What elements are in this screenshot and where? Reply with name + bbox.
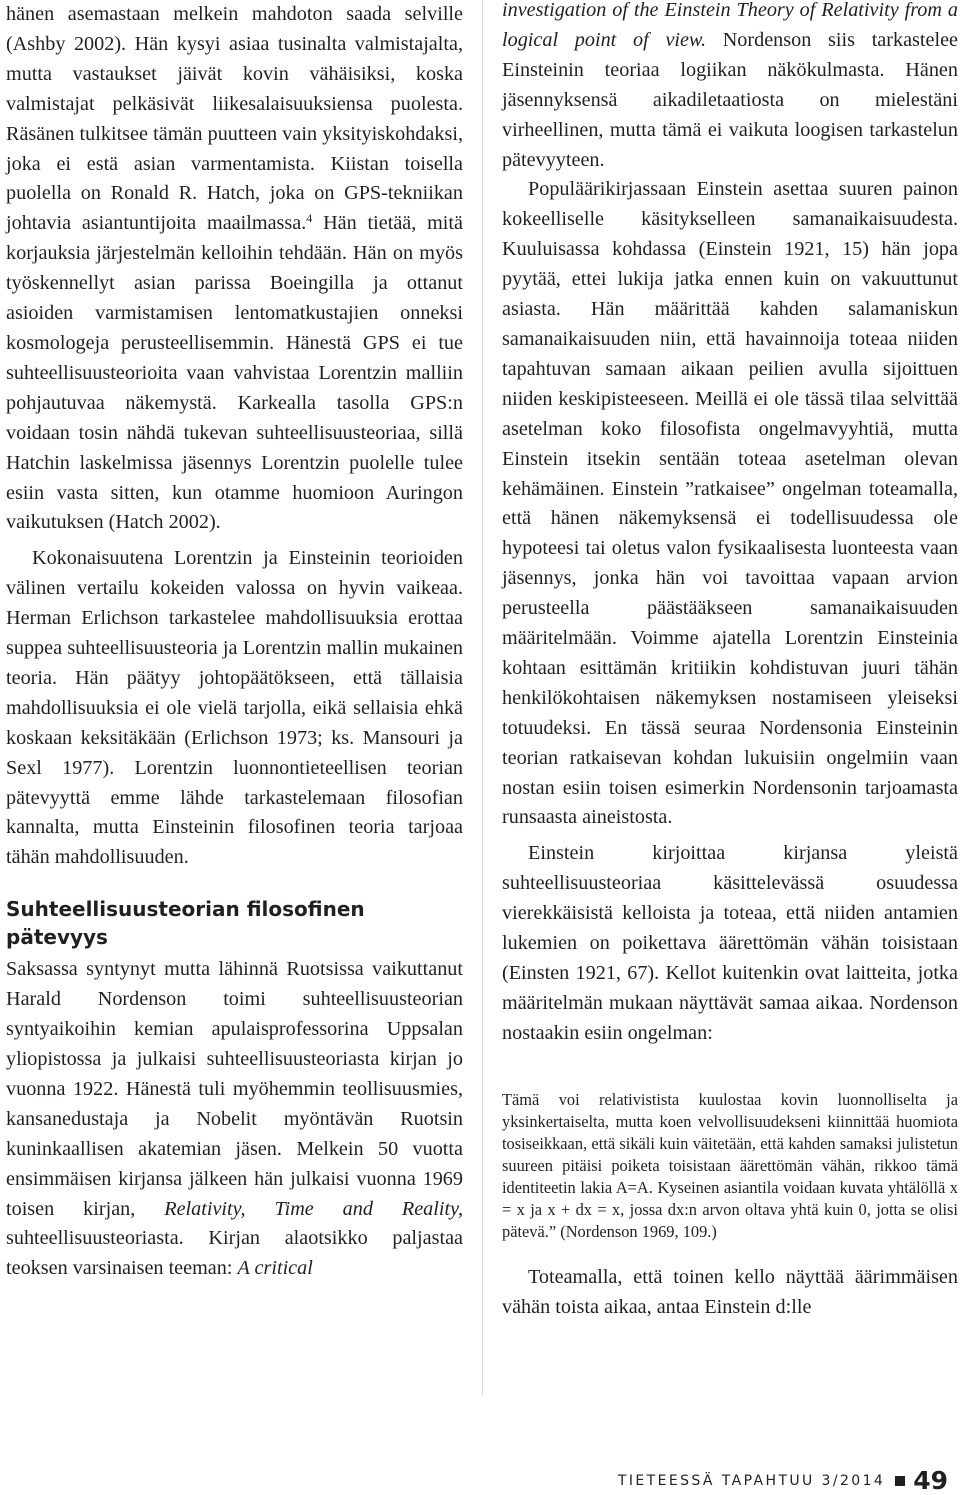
- paragraph: Toteamalla, että toinen kello näyttää äärimmäisen vähän toista aikaa, antaa Einstein d:lle: [502, 1266, 958, 1319]
- right-column: [502, 0, 958, 1323]
- paragraph: Einstein kirjoittaa kirjansa yleistä suhteellisuusteoriaa käsittelevässä osuudessa vierekkäisistä kelloista ja toteaa, että niiden antamien lukemien on poikettava äärettömän vähän toisistaan (Einsten 1921, 67). Kellot kuitenkin ovat laitteita, jotka määritelmän mukaan näyttävät samaa aikaa. Nordenson nostaakin esiin ongelman:: [502, 842, 958, 1044]
- footnote-reference[interactable]: 4: [306, 211, 313, 226]
- column-divider: [482, 0, 483, 1395]
- paragraph: Populäärikirjassaan Einstein asettaa suuren painon kokeelliselle käsitykselleen samanaikaisuudesta. Kuuluisassa kohdassa (Einstein 1921, 15) hän jopa pyytää, ettei lukija jatka ennen kuin on vakuuttunut asiasta. Hän määrittää kahden salamaniskun samanaikaisuuden niin, että havainnoija toteaa niiden tapahtuvan samaan aikaan peilien avulla sijoittuen niiden keskipisteeseen. Meillä ei ole tässä tilaa selvittää asetelman koko filosofista ongelmavyyhtiä, mutta Einstein itsekin sentään toteaa asetelman olevan kehämäinen. Einstein ”ratkaisee” ongelman toteamalla, että hänen näkemyksensä ei todellisuudessa ole hypoteesi tai oletus valon fysikaalisesta luonteesta vaan jäsennys, jonka hän voi tavoittaa vapaan arvion perusteella päästääkseen samanaikaisuuden määritelmään. Voimme ajatella Lorentzin Einsteinia kohtaan esittämän kritiikin kohdistuvan juuri tähän henkilökohtaisen näkemyksen nostamiseen yleiseksi totuudeksi. En tässä seuraa Nordensonia Einsteinin teorian ratkaisevan kohdan lukuisiin ongelmiin vaan nostan esiin toisen esimerkin Nordensonin tarjoamasta runsaasta aineistosta.: [502, 178, 958, 829]
- book-subtitle: A critical: [237, 1257, 313, 1280]
- section-heading: Suhteellisuusteorian filosofinen pätevyys: [6, 897, 365, 950]
- text-run: Nordenson siis tarkastelee Einsteinin teoriaa logiikan näkökulmasta. Hänen jäsennyksensä aikadiletaatiosta on mielestäni virheellinen, mutta tämä ei vaikuta loogisen tarkastelun pätevyyteen.: [502, 28, 958, 171]
- magazine-name: TIETEESSÄ TAPAHTUU 3/2014: [617, 1472, 886, 1489]
- page-number: 49: [913, 1466, 948, 1495]
- paragraph: [502, 0, 958, 175]
- square-bullet-icon: [895, 1476, 905, 1486]
- paragraph: Kokonaisuutena Lorentzin ja Einsteinin teorioiden välinen vertailu kokeiden valossa on hyvin vaikeaa. Herman Erlichson tarkastelee mahdollisuuksia erottaa suppea suhteellisuusteoria ja Lorentzin mallin mukainen teoria. Hän päätyy johtopäätökseen, että tällaisia mahdollisuuksia ei ole vielä tarjolla, eikä sellaisia ehkä koskaan keksitäkään (Erlichson 1973; ks. Mansouri ja Sexl 1977). Lorentzin luonnontieteellisen teorian pätevyyttä emme lähde tarkastelemaan filosofian kannalta, mutta Einsteinin filosofinen teoria tarjoaa tähän mahdollisuuden.: [6, 547, 463, 869]
- text-run: hänen asemastaan melkein mahdoton saada selville (Ashby 2002). Hän kysyi asiaa tusinalta valmistajalta, mutta vastaukset jäivät kovin vähäisiksi, koska valmistajat pelkäsivät liikesalaisuuksiensa puolesta. Räsänen tulkitsee tämän puutteen vain yksityiskohdaksi, joka ei estä asian varmentamista. Kiistan toisella puolella on Ronald R. Hatch, joka on GPS-tekniikan johtavia asiantuntijoita maailmassa.: [6, 3, 463, 235]
- left-column: [6, 0, 463, 1284]
- paragraph: [6, 955, 463, 1284]
- text-run: Saksassa syntynyt mutta lähinnä Ruotsissa vaikuttanut Harald Nordenson toimi suhteellisuusteorian syntyaikoihin kemian apulaisprofessorina Uppsalan yliopistossa ja julkaisi suhteellisuusteoriasta kirjan jo vuonna 1922. Hänestä tuli myöhemmin teollisuusmies, kansanedustaja ja Nobelit myöntävän Ruotsin kuninkaallisen akatemian jäsen. Melkein 50 vuotta ensimmäisen kirjansa jälkeen hän julkaisi vuonna 1969 toisen kirjan,: [6, 958, 463, 1220]
- paragraph: [6, 0, 463, 538]
- book-subtitle: investigation of the Einstein Theory of Relativity from a logical point of view.: [502, 0, 958, 51]
- text-run: suhteellisuusteoriasta. Kirjan alaotsikko paljastaa teoksen varsinaisen teeman:: [6, 1227, 463, 1280]
- text-run: Hän tietää, mitä korjauksia järjestelmän kelloihin tehdään. Hän on myös työskennellyt asian parissa Boeingilla ja ottanut asioiden varmistamisen lentomatkustajien onneksi kosmologeja perusteellisemmin. Hänestä GPS ei tue suhteellisuusteorioita vaan vahvistaa Lorentzin malliin pohjautuvaa näkemystä. Karkealla tasolla GPS:n voidaan tosin nähdä tukevan suhteellisuusteoriaa, sillä Hatchin laskelmissa jäsennys Lorentzin puolelle tulee esiin vasta sitten, kun otamme huomioon Auringon vaikutuksen (Hatch 2002).: [6, 212, 463, 534]
- book-title: Relativity, Time and Reality,: [164, 1197, 463, 1220]
- page-footer: [618, 1466, 948, 1495]
- block-quote: Tämä voi relativistista kuulostaa kovin luonnolliselta ja yksinkertaiselta, mutta koen velvollisuudekseni kiinnittää huomiota tosiseikkaan, että sikäli kuin väitetään, että kahden samaksi julistetun suureen pitäisi poiketa toisistaan äärettömän vähän, rikkoo tämä identiteetin lakia A=A. Kyseinen asiantila voidaan kuvata yhtälöllä x = x ja x + dx = x, jossa dx:n arvon oltava yhtä kuin 0, jotta se olisi pätevä.” (Nordenson 1969, 109.): [502, 1089, 958, 1242]
